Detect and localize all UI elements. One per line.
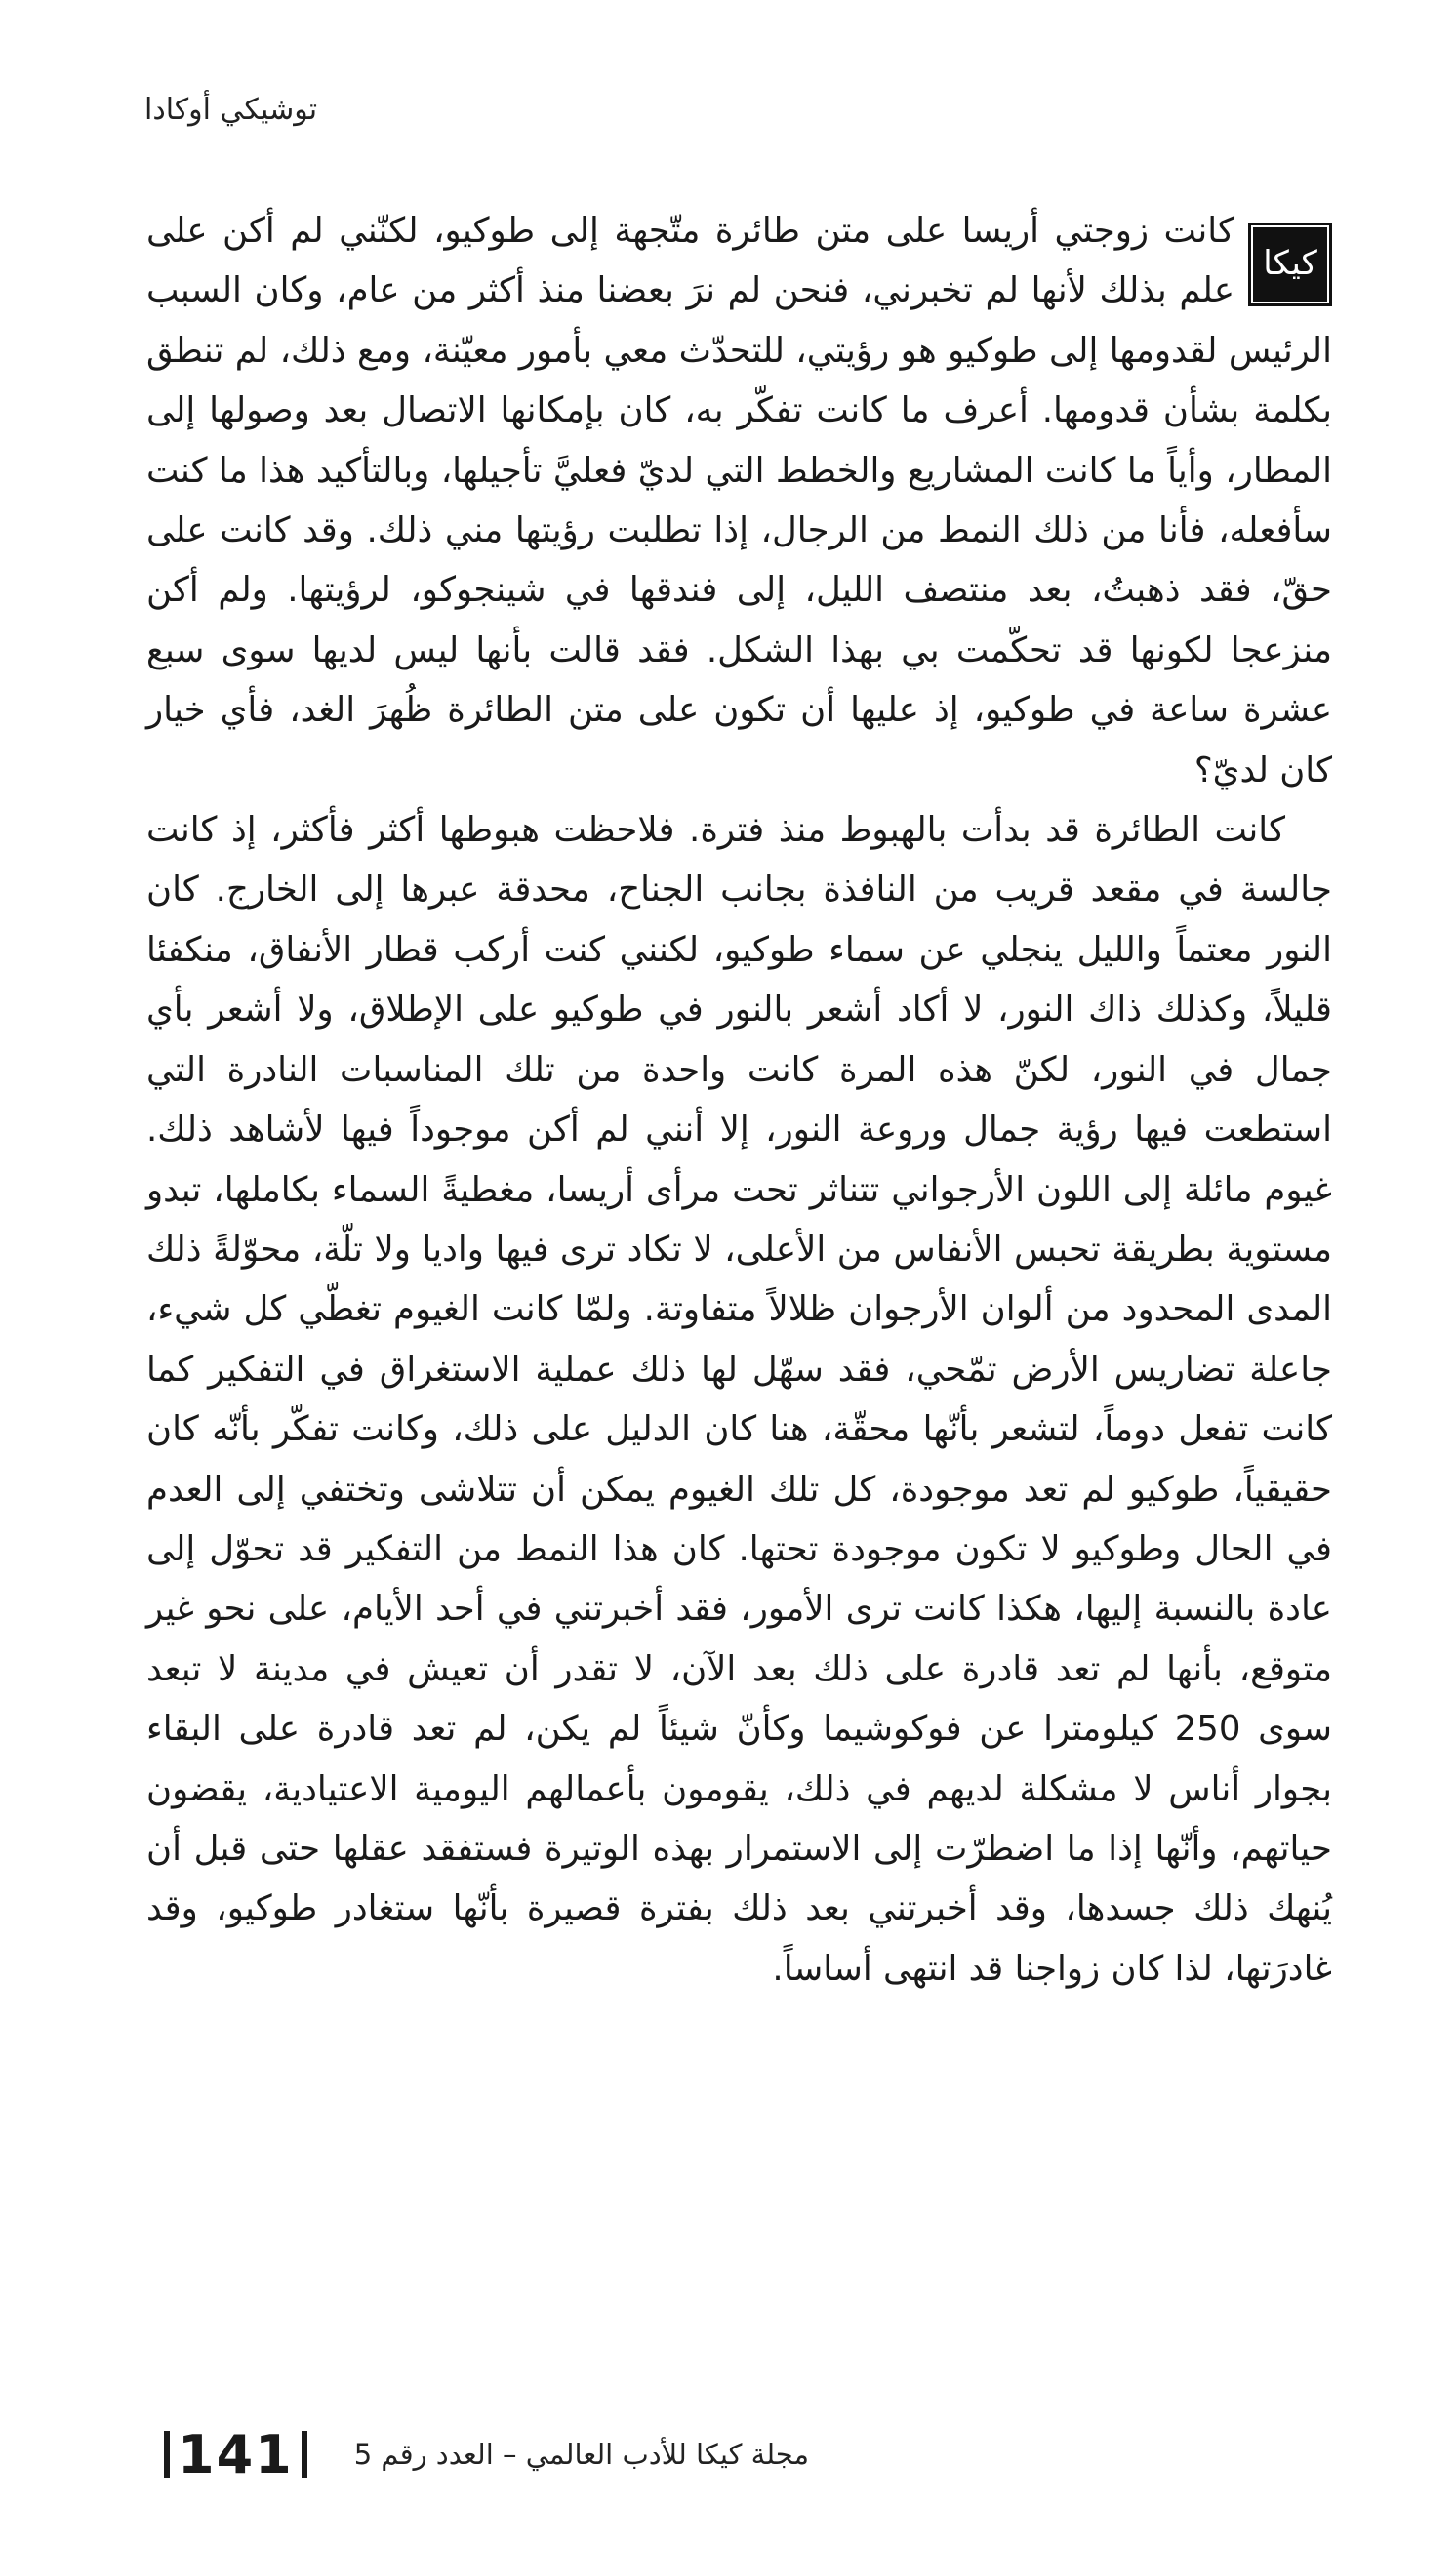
paragraph-1: كانت زوجتي أريسا على متن طائرة متّجهة إلى طوكيو، لكنّني لم أكن على علم بذلك لأنها لم تخبرني، فنحن لم نرَ بعضنا منذ أكثر من عام، وكان السبب الرئيس لقدومها إلى طوكيو هو رؤيتي، للتحدّث معي بأمور معيّنة، ومع ذلك، لم تنطق بكلمة بشأن قدومها. أعرف ما كانت تفكّر به، كان بإمكانها الاتصال بعد وصولها إلى المطار، وأياً ما كانت المشاريع والخطط التي لديّ فعليَّ تأجيلها، وبالتأكيد هذا ما كنت سأفعله، فأنا من ذلك النمط من الرجال، إذا تطلبت رؤيتها مني ذلك. وقد كانت على حقّ، فقد ذهبتُ، بعد منتصف الليل، إلى فندقها في شينجوكو، لرؤيتها. ولم أكن منزعجا لكونها قد تحكّمت بي بهذا الشكل. فقد قالت بأنها ليس لديها سوى سبع عشرة ساعة في طوكيو، إذ عليها أن تكون على متن الطائرة ظُهرَ الغد، فأي خيار كان لديّ؟ [146,211,1332,790]
article-body [146,201,1332,1999]
paragraph-2: كانت الطائرة قد بدأت بالهبوط منذ فترة. فلاحظت هبوطها أكثر فأكثر، إذ كانت جالسة في مقعد قريب من النافذة بجانب الجناح، محدقة عبرها إلى الخارج. كان النور معتماً والليل ينجلي عن سماء طوكيو، لكنني كنت أركب قطار الأنفاق، منكفئا قليلاً، وكذلك ذاك النور، لا أكاد أشعر بالنور في طوكيو على الإطلاق، ولا أشعر بأي جمال في النور، لكنّ هذه المرة كانت واحدة من تلك المناسبات النادرة التي استطعت فيها رؤية جمال وروعة النور، إلا أنني لم أكن موجوداً فيها لأشاهد ذلك. غيوم مائلة إلى اللون الأرجواني تتناثر تحت مرأى أريسا، مغطيةً السماء بكاملها، تبدو مستوية بطريقة تحبس الأنفاس من الأعلى، لا تكاد ترى فيها واديا ولا تلّة، محوّلةً ذلك المدى المحدود من ألوان الأرجوان ظلالاً متفاوتة. ولمّا كانت الغيوم تغطّي كل شيء، جاعلة تضاريس الأرض تمّحي، فقد سهّل لها ذلك عملية الاستغراق في التفكير كما كانت تفعل دوماً، لتشعر بأنّها محقّة، هنا كان الدليل على ذلك، وكانت تفكّر بأنّه كان حقيقياً، طوكيو لم تعد موجودة، كل تلك الغيوم يمكن أن تتلاشى وتختفي إلى العدم في الحال وطوكيو لا تكون موجودة تحتها. كان هذا النمط من التفكير قد تحوّل إلى عادة بالنسبة إليها، هكذا كانت ترى الأمور، فقد أخبرتني في أحد الأيام، على نحو غير متوقع، بأنها لم تعد قادرة على ذلك بعد الآن، لا تقدر أن تعيش في مدينة لا تبعد سوى 250 كيلومترا عن فوكوشيما وكأنّ شيئاً لم يكن، لم تعد قادرة على البقاء بجوار أناس لا مشكلة لديهم في ذلك، يقومون بأعمالهم اليومية الاعتيادية، يقضون حياتهم، وأنّها إذا ما اضطرّت إلى الاستمرار بهذه الوتيرة فستفقد عقلها حتى قبل أن يُنهك ذلك جسدها، وقد أخبرتني بعد ذلك بفترة قصيرة بأنّها ستغادر طوكيو، وقد غادرَتها، لذا كان زواجنا قد انتهى أساساً. [146,810,1333,1989]
page-footer [156,2420,809,2488]
page-number [156,2424,315,2486]
running-header-author: توشيكي أوكادا [144,93,318,127]
page-number-bar-left [164,2431,170,2478]
page-number-bar-right [302,2431,307,2478]
page-number-value: 141 [178,2423,294,2486]
journal-credit: مجلة كيكا للأدب العالمي – العدد رقم 5 [353,2438,810,2471]
kika-logo-badge: كيكا [1248,223,1332,306]
